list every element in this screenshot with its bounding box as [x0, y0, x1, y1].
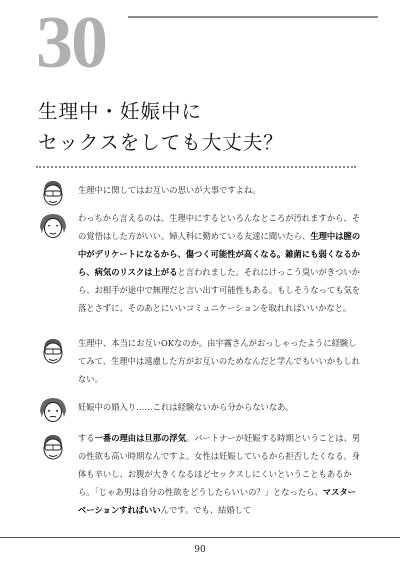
title-line-2: セックスをしても大丈夫？: [38, 131, 284, 154]
page-title: [38, 96, 284, 158]
man-face-icon: [38, 178, 68, 208]
dialogue-paragraph: [78, 181, 364, 199]
dialogue-bold-text: マスターベーションすればいい: [78, 487, 356, 516]
woman-face-icon: [38, 395, 68, 425]
dialogue-bold-text: 生理中は膣の中がデリケートになるから、傷つく可能性が高くなる。雑菌にも弱くなるから、病気のリスクは上がる: [78, 231, 361, 278]
dialogue-text: わっちから言えるのは、生理中にするといろんなところが汚れますから、その覚悟はした方がいい。婦人科に勤めている友達に聞いたら、: [78, 213, 361, 242]
man-face-icon: [38, 432, 68, 462]
dialogue-paragraph: [78, 398, 364, 416]
dialogue-paragraph: [78, 334, 364, 388]
dialogue-paragraph: [78, 429, 364, 519]
dialogue-text: 。パートナーが妊娠する時期ということは、男の性欲も高い時期なんですよ。女性は妊娠しているから拒否したくなる。身体も辛いし、お腹が大きくなるほどセックスしにくいということもあるから。「じゃあ男は自分の性欲をどうしたらいいの？」となったら、: [78, 433, 361, 498]
dialogue-text: 生理中に関してはお互いの思いが大事ですよね。: [78, 185, 261, 195]
footer-rule: [0, 537, 400, 538]
dialogue-text: する: [78, 433, 95, 443]
dialogue-text: と言われました。それにけっこう臭いがきついから、お相手が途中で無理だと言い出す可能性もある。もしそうなっても気を落とさずに、そのあとにいいコミュニケーションを取れればいいかなと。: [78, 267, 361, 314]
header-rule: [128, 16, 378, 18]
dialogue-bold-text: 一番の理由は旦那の浮気: [94, 433, 186, 443]
dialogue-paragraph: [78, 209, 364, 318]
woman-face-icon: [38, 211, 68, 241]
chapter-number: 30: [36, 2, 106, 84]
page-number: 90: [194, 545, 206, 555]
dialogue-text: んです。でも、結婚して: [160, 505, 252, 516]
dialogue-text: 妊娠中の婚入り……これは経験ないから分からないなあ。: [78, 402, 294, 412]
dialogue-text: 生理中、本当にお互いOKなのか。由宇霧さんがおっしゃったように経験してみて、生理中は遠慮した方がお互いのためなんだと学んでもいいかもしれない。: [78, 338, 360, 385]
title-divider: [36, 166, 356, 168]
man-face-icon: [38, 336, 68, 366]
title-line-1: 生理中・妊娠中に: [38, 100, 203, 123]
